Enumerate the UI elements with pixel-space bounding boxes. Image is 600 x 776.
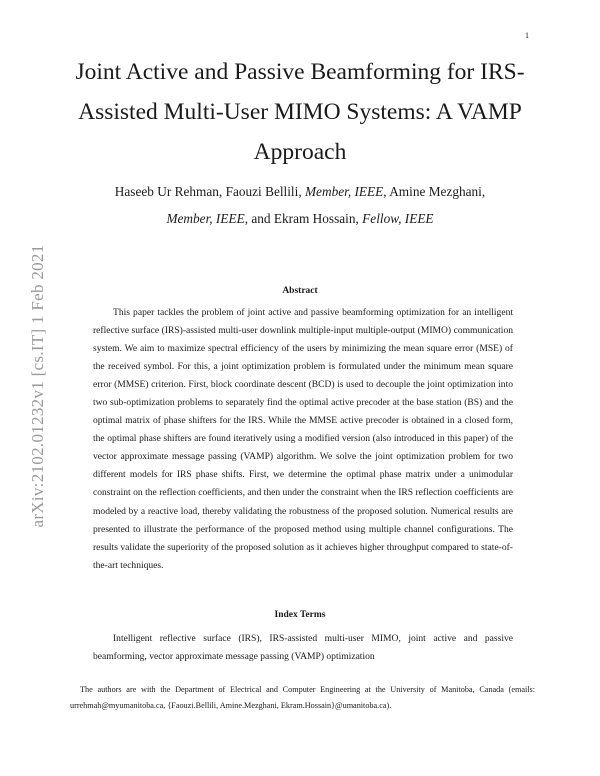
index-terms-heading: Index Terms <box>274 610 326 620</box>
paper-title: Joint Active and Passive Beamforming for IRS-Assisted Multi-User MIMO Systems: A VAMP Approach <box>75 59 525 165</box>
abstract-heading: Abstract <box>282 286 318 296</box>
index-terms-text: Intelligent reflective surface (IRS), IRS-assisted multi-user MIMO, joint active and passive beamforming, vector approximate message passing (VAMP) optimization <box>93 633 513 663</box>
author-list: Haseeb Ur Rehman, Faouzi Bellili, Member, IEEE, Amine Mezghani, Member, IEEE, and Ekram Hossain, Fellow, IEEE <box>114 184 486 226</box>
page-number: 1 <box>525 31 529 40</box>
author-name: Haseeb Ur Rehman <box>114 184 219 199</box>
author-name: Amine Mezghani <box>389 184 482 199</box>
author-membership: Fellow, IEEE <box>362 211 434 226</box>
author-name: Ekram Hossain <box>273 211 356 226</box>
abstract-text: This paper tackles the problem of joint active and passive beamforming optimization for an intelligent reflective surface (IRS)-assisted multi-user downlink multiple-input multiple-output (MIMO) communication system. We aim to maximize spectral efficiency of the users by minimizing the mean square error (MSE) of the received symbol. For this, a joint optimization problem is formulated under the minimum mean square error (MMSE) criterion. First, block coordinate descent (BCD) is used to decouple the joint optimization into two sub-optimization problems to separately find the optimal active precoder at the base station (BS) and the optimal matrix of phase shifters for the IRS. While the MMSE active precoder is obtained in a closed form, the optimal phase shifters are found iteratively using a modified version (also introduced in this paper) of the vector approximate message passing (VAMP) algorithm. We solve the joint optimization problem for two different models for IRS phase shifts. First, we determine the optimal phase matrix under a unimodular constraint on the reflection coefficients, and then under the constraint when the IRS reflection coefficients are modeled by a reactive load, thereby validating the robustness of the proposed solution. Numerical results are presented to illustrate the performance of the proposed method using multiple channel configurations. The results validate the superiority of the proposed solution as it achieves higher throughput compared to state-of-the-art techniques. <box>93 307 513 571</box>
author-membership: Member, IEEE <box>304 184 384 199</box>
author-name: Faouzi Bellili <box>225 184 299 199</box>
author-membership: Member, IEEE <box>166 211 245 226</box>
arxiv-identifier-stamp: arXiv:2102.01232v1 [cs.IT] 1 Feb 2021 <box>28 244 47 528</box>
affiliation-footnote: The authors are with the Department of Electrical and Computer Engineering at the University of Manitoba, Canada (emails: urrehmah@myumanitoba.ca, {Faouzi.Bellili, Amine.Mezghani, Ekram.Hossain}@umanitoba.ca). <box>70 685 535 710</box>
